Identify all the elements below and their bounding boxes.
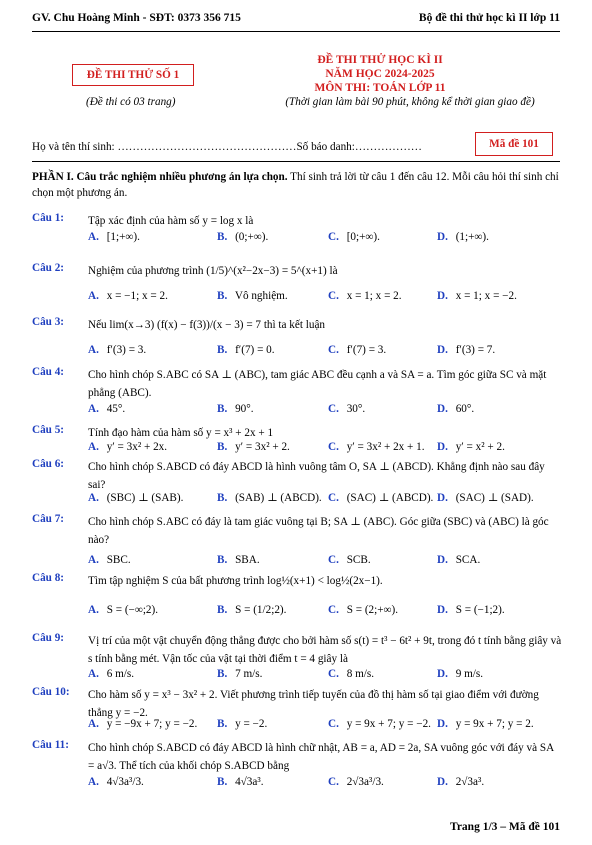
option-letter: C. bbox=[328, 403, 339, 415]
answer-option-b[interactable] bbox=[217, 604, 286, 616]
option-letter: C. bbox=[328, 554, 339, 566]
option-text: S = (−∞;2). bbox=[103, 604, 159, 616]
option-text: (SAC) ⊥ (SAD). bbox=[452, 492, 534, 504]
option-text: y = −9x + 7; y = −2. bbox=[103, 718, 198, 730]
answer-option-d[interactable] bbox=[437, 668, 483, 680]
option-letter: B. bbox=[217, 668, 228, 680]
option-letter: A. bbox=[88, 718, 99, 730]
question-text: Nghiệm của phương trình (1/5)^(x²−2x−3) = 5^(x+1) là bbox=[88, 265, 338, 277]
option-letter: C. bbox=[328, 441, 339, 453]
question-text: Tính đạo hàm của hàm số y = x³ + 2x + 1 bbox=[88, 427, 274, 439]
page-footer: Trang 1/3 – Mã đề 101 bbox=[450, 821, 560, 833]
option-text: f′(3) = 3. bbox=[103, 344, 147, 356]
option-text: x = −1; x = 2. bbox=[103, 290, 168, 302]
option-text: f′(7) = 0. bbox=[232, 344, 275, 356]
answer-option-d[interactable] bbox=[437, 403, 474, 415]
option-letter: A. bbox=[88, 290, 99, 302]
question-text: Cho hình chóp S.ABCD có đáy ABCD là hình chữ nhật, AB = a, AD = 2a, SA vuông góc với đáy và SA = a√3. Thể tích của khối chóp S.ABCD bằng bbox=[88, 742, 554, 772]
option-letter: D. bbox=[437, 344, 448, 356]
exam-code-box: Mã đề 101 bbox=[475, 132, 553, 156]
option-text: 9 m/s. bbox=[452, 668, 484, 680]
answer-option-d[interactable] bbox=[437, 604, 505, 616]
question-number: Câu 3: bbox=[32, 316, 65, 328]
option-text: y′ = 3x² + 2x + 1. bbox=[343, 441, 425, 453]
header-series: Bộ đề thi thử học kì II lớp 11 bbox=[418, 12, 560, 24]
option-letter: D. bbox=[437, 441, 448, 453]
answer-option-b[interactable] bbox=[217, 718, 267, 730]
answer-option-c[interactable] bbox=[328, 231, 380, 243]
option-text: 30°. bbox=[343, 403, 366, 415]
option-letter: C. bbox=[328, 290, 339, 302]
option-letter: D. bbox=[437, 290, 448, 302]
question-text: Tập xác định của hàm số y = log x là bbox=[88, 215, 254, 227]
answer-option-a[interactable] bbox=[88, 554, 131, 566]
option-text: y = 9x + 7; y = −2. bbox=[343, 718, 431, 730]
option-letter: D. bbox=[437, 554, 448, 566]
option-letter: B. bbox=[217, 718, 228, 730]
option-letter: A. bbox=[88, 776, 99, 788]
answer-option-b[interactable] bbox=[217, 441, 290, 453]
option-text: y = −2. bbox=[232, 718, 268, 730]
option-letter: A. bbox=[88, 441, 99, 453]
option-text: S = (1/2;2). bbox=[232, 604, 287, 616]
student-info-line: Họ và tên thí sinh: …………………………………………Số báo danh:……………… bbox=[32, 141, 422, 153]
question-number: Câu 7: bbox=[32, 513, 65, 525]
question-number: Câu 1: bbox=[32, 212, 65, 224]
answer-option-a[interactable] bbox=[88, 604, 158, 616]
option-letter: C. bbox=[328, 668, 339, 680]
question-text: Vị trí của một vật chuyển động thẳng được cho bởi hàm số s(t) = t³ − 6t² + 9t, trong đó t tính bằng giây và s tính bằng mét. Vận tốc của vật tại thời điểm t = 4 giây là bbox=[88, 635, 562, 665]
question-number: Câu 9: bbox=[32, 632, 65, 644]
option-text: SBC. bbox=[103, 554, 131, 566]
option-text: 8 m/s. bbox=[343, 668, 375, 680]
question-number: Câu 5: bbox=[32, 424, 65, 436]
answer-option-a[interactable] bbox=[88, 776, 144, 788]
answer-option-d[interactable] bbox=[437, 344, 495, 356]
section-divider bbox=[32, 161, 560, 162]
answer-option-c[interactable] bbox=[328, 718, 431, 730]
answer-option-c[interactable] bbox=[328, 554, 371, 566]
option-text: S = (−1;2). bbox=[452, 604, 505, 616]
title-line-2: NĂM HỌC 2024-2025 bbox=[325, 68, 435, 80]
option-text: SBA. bbox=[232, 554, 260, 566]
option-letter: B. bbox=[217, 776, 228, 788]
option-letter: D. bbox=[437, 403, 448, 415]
section-title: PHẦN I. Câu trắc nghiệm nhiều phương án lựa chọn. bbox=[32, 171, 288, 183]
option-text: (1;+∞). bbox=[452, 231, 489, 243]
answer-option-a[interactable] bbox=[88, 718, 197, 730]
option-text: f′(3) = 7. bbox=[452, 344, 496, 356]
option-letter: D. bbox=[437, 776, 448, 788]
question-text: Cho hàm số y = x³ − 3x² + 2. Viết phương trình tiếp tuyến của đồ thị hàm số tại giao điểm với đường thẳng y = −2. bbox=[88, 689, 539, 719]
option-letter: B. bbox=[217, 403, 228, 415]
option-letter: D. bbox=[437, 231, 448, 243]
answer-option-a[interactable] bbox=[88, 290, 168, 302]
option-text: y′ = x² + 2. bbox=[452, 441, 505, 453]
option-letter: A. bbox=[88, 231, 99, 243]
answer-option-d[interactable] bbox=[437, 554, 480, 566]
option-text: 7 m/s. bbox=[232, 668, 263, 680]
option-letter: B. bbox=[217, 290, 228, 302]
answer-option-a[interactable] bbox=[88, 231, 140, 243]
option-letter: B. bbox=[217, 231, 228, 243]
question-number: Câu 10: bbox=[32, 686, 70, 698]
option-text: S = (2;+∞). bbox=[343, 604, 399, 616]
header-author: GV. Chu Hoàng Minh - SĐT: 0373 356 715 bbox=[32, 12, 241, 24]
option-letter: A. bbox=[88, 604, 99, 616]
option-letter: B. bbox=[217, 492, 228, 504]
option-letter: C. bbox=[328, 492, 339, 504]
option-letter: B. bbox=[217, 441, 228, 453]
option-text: (0;+∞). bbox=[232, 231, 269, 243]
option-text: 90°. bbox=[232, 403, 254, 415]
option-letter: D. bbox=[437, 718, 448, 730]
option-text: 4√3a³. bbox=[232, 776, 264, 788]
header-divider bbox=[32, 31, 560, 32]
answer-option-b[interactable] bbox=[217, 290, 288, 302]
answer-option-b[interactable] bbox=[217, 776, 264, 788]
option-text: [0;+∞). bbox=[343, 231, 380, 243]
question-text: Nếu lim(x→3) (f(x) − f(3))/(x − 3) = 7 thì ta kết luận bbox=[88, 319, 326, 331]
answer-option-d[interactable] bbox=[437, 776, 484, 788]
option-text: (SBC) ⊥ (SAB). bbox=[103, 492, 184, 504]
answer-option-d[interactable] bbox=[437, 290, 517, 302]
answer-option-d[interactable] bbox=[437, 441, 505, 453]
option-letter: A. bbox=[88, 403, 99, 415]
answer-option-c[interactable] bbox=[328, 403, 365, 415]
option-text: 2√3a³. bbox=[452, 776, 485, 788]
option-letter: D. bbox=[437, 604, 448, 616]
option-text: x = 1; x = −2. bbox=[452, 290, 517, 302]
question-number: Câu 4: bbox=[32, 366, 65, 378]
question-text: Cho hình chóp S.ABC có đáy là tam giác vuông tại B; SA ⊥ (ABC). Góc giữa (SBC) và (ABC) là góc nào? bbox=[88, 516, 549, 546]
answer-option-a[interactable] bbox=[88, 441, 167, 453]
answer-option-a[interactable] bbox=[88, 491, 183, 504]
option-text: 6 m/s. bbox=[103, 668, 135, 680]
option-letter: C. bbox=[328, 776, 339, 788]
answer-option-c[interactable] bbox=[328, 668, 374, 680]
answer-option-c[interactable] bbox=[328, 441, 425, 453]
option-text: SCA. bbox=[452, 554, 481, 566]
answer-option-a[interactable] bbox=[88, 668, 134, 680]
answer-option-b[interactable] bbox=[217, 491, 322, 504]
option-text: [1;+∞). bbox=[103, 231, 140, 243]
question-number: Câu 2: bbox=[32, 262, 65, 274]
answer-option-b[interactable] bbox=[217, 668, 262, 680]
question-text: Cho hình chóp S.ABC có SA ⊥ (ABC), tam giác ABC đều cạnh a và SA = a. Tìm góc giữa SC và mặt phẳng (ABC). bbox=[88, 369, 547, 399]
option-letter: A. bbox=[88, 492, 99, 504]
option-letter: A. bbox=[88, 668, 99, 680]
answer-option-c[interactable] bbox=[328, 776, 384, 788]
answer-option-d[interactable] bbox=[437, 491, 534, 504]
option-text: SCB. bbox=[343, 554, 371, 566]
question-text: Tìm tập nghiệm S của bất phương trình log½(x+1) < log½(2x−1). bbox=[88, 575, 383, 587]
option-text: Vô nghiệm. bbox=[232, 290, 288, 302]
option-text: x = 1; x = 2. bbox=[343, 290, 402, 302]
option-text: y = 9x + 7; y = 2. bbox=[452, 718, 534, 730]
option-text: 45°. bbox=[103, 403, 126, 415]
section-instructions bbox=[32, 169, 564, 201]
answer-option-c[interactable] bbox=[328, 491, 433, 504]
option-text: (SAB) ⊥ (ABCD). bbox=[232, 492, 322, 504]
question-number: Câu 6: bbox=[32, 458, 65, 470]
answer-option-b[interactable] bbox=[217, 344, 275, 356]
exam-number-box: ĐỀ THI THỬ SỐ 1 bbox=[72, 64, 194, 86]
option-letter: B. bbox=[217, 604, 228, 616]
option-letter: C. bbox=[328, 231, 339, 243]
title-line-1: ĐỀ THI THỬ HỌC KÌ II bbox=[317, 54, 443, 66]
option-letter: D. bbox=[437, 668, 448, 680]
time-note: (Thời gian làm bài 90 phút, không kể thời gian giao đề) bbox=[285, 96, 535, 108]
title-line-3: MÔN THI: TOÁN LỚP 11 bbox=[314, 82, 446, 94]
option-text: 4√3a³/3. bbox=[103, 776, 144, 788]
answer-option-d[interactable] bbox=[437, 231, 489, 243]
option-letter: C. bbox=[328, 344, 339, 356]
question-text: Cho hình chóp S.ABCD có đáy ABCD là hình vuông tâm O, SA ⊥ (ABCD). Khẳng định nào sau đây sai? bbox=[88, 461, 545, 491]
option-letter: D. bbox=[437, 492, 448, 504]
answer-option-d[interactable] bbox=[437, 718, 534, 730]
option-letter: A. bbox=[88, 554, 99, 566]
answer-option-b[interactable] bbox=[217, 231, 268, 243]
option-letter: C. bbox=[328, 718, 339, 730]
option-text: 60°. bbox=[452, 403, 475, 415]
option-text: y′ = 3x² + 2. bbox=[232, 441, 290, 453]
option-text: 2√3a³/3. bbox=[343, 776, 384, 788]
question-number: Câu 8: bbox=[32, 572, 65, 584]
answer-option-a[interactable] bbox=[88, 344, 146, 356]
option-letter: B. bbox=[217, 344, 228, 356]
answer-option-c[interactable] bbox=[328, 604, 398, 616]
answer-option-c[interactable] bbox=[328, 344, 386, 356]
option-text: y′ = 3x² + 2x. bbox=[103, 441, 168, 453]
answer-option-c[interactable] bbox=[328, 290, 402, 302]
option-letter: B. bbox=[217, 554, 228, 566]
pages-note: (Đề thi có 03 trang) bbox=[86, 96, 176, 108]
question-number: Câu 11: bbox=[32, 739, 69, 751]
answer-option-b[interactable] bbox=[217, 554, 260, 566]
option-letter: C. bbox=[328, 604, 339, 616]
answer-option-b[interactable] bbox=[217, 403, 254, 415]
option-letter: A. bbox=[88, 344, 99, 356]
answer-option-a[interactable] bbox=[88, 403, 125, 415]
option-text: f′(7) = 3. bbox=[343, 344, 387, 356]
section-text: Thí sinh trả lời từ câu 1 đến câu 12. Mỗi câu hỏi thí sinh chỉ chọn một phương án. bbox=[32, 171, 559, 199]
option-text: (SAC) ⊥ (ABCD). bbox=[343, 492, 434, 504]
